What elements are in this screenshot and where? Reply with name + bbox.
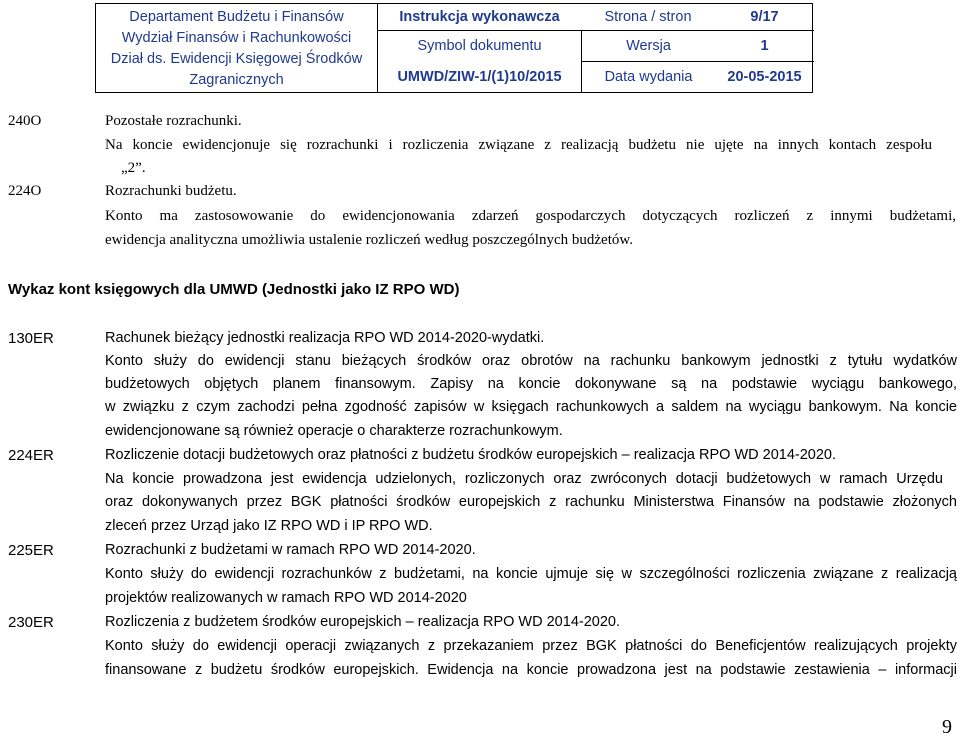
department-line-3: Dział ds. Ewidencji Księgowej Środków: [110, 50, 363, 67]
account-code: 224O: [8, 183, 42, 199]
account-description-line: Konto służy do ewidencji stanu bieżących środków oraz obrotów na rachunku bankowym jednostki z tytułu wydatków: [105, 353, 957, 369]
doc-type: Instrukcja wykonawcza: [399, 9, 560, 25]
account-description-line: budżetowych objętych planem finansowym. Zapisy na koncie dokonywane są na podstawie wyciągu bankowego,: [105, 376, 957, 392]
account-description-line: finansowane z budżetu środków europejskich. Ewidencja na koncie prowadzona jest na podstawie zestawienia – informacji: [105, 662, 957, 678]
account-description-line: Na koncie prowadzona jest ewidencja udzielonych, rozliczonych oraz zwróconych dotacji budżetowych w ramach Urzędu: [105, 471, 943, 487]
account-description-line: w związku z czym zachodzi pełna zgodność zapisów w księgach rachunkowych a saldem na wyciągu bankowym. Na koncie: [105, 399, 957, 415]
date-label: Data wydania: [581, 61, 715, 92]
symbol-label: Symbol dokumentu: [378, 30, 581, 61]
account-code: 230ER: [8, 614, 54, 631]
version-label: Wersja: [581, 30, 715, 61]
account-title: Rozliczenie dotacji budżetowych oraz płatności z budżetu środków europejskich – realizacja RPO WD 2014-2020.: [105, 447, 837, 463]
account-code: 225ER: [8, 542, 54, 559]
account-description-line: Na koncie ewidencjonuje się rozrachunki i rozliczenia związane z realizacją budżetu nie ujęte na innych kontach zespołu: [105, 137, 932, 153]
account-description-line: projektów realizowanych w ramach RPO WD 2014-2020: [105, 590, 467, 606]
page-label: Strona / stron: [604, 9, 692, 25]
department-line-2: Wydział Finansów i Rachunkowości: [121, 29, 352, 46]
account-description-line: zleceń przez Urząd jako IZ RPO WD i IP RPO WD.: [105, 518, 433, 534]
department-cell: [96, 4, 378, 92]
symbol-value: UMWD/ZIW-1/(1)10/2015: [397, 68, 562, 85]
account-title: Rozrachunki budżetu.: [105, 183, 237, 199]
date-value: 20-05-2015: [715, 61, 814, 92]
account-description-line: ewidencja analityczna umożliwia ustalenie rozliczeń według poszczególnych budżetów.: [105, 232, 633, 248]
account-code: 224ER: [8, 447, 54, 464]
account-description-line: Konto służy do ewidencji operacji związanych z przekazaniem przez BGK płatności do Beneficjentów realizujących projekty: [105, 638, 957, 654]
account-title: Rozrachunki z budżetami w ramach RPO WD 2014-2020.: [105, 542, 476, 558]
account-description-line: „2”.: [121, 160, 146, 176]
account-code: 130ER: [8, 330, 54, 347]
department-line-1: Departament Budżetu i Finansów: [129, 8, 344, 25]
account-description-line: Konto służy do ewidencji rozrachunków z budżetami, na koncie ujmuje się w szczególności rozliczenia związane z realizacją: [105, 566, 957, 582]
account-title: Rachunek bieżący jednostki realizacja RPO WD 2014-2020-wydatki.: [105, 330, 545, 346]
account-description-line: oraz dokonywanych przez BGK płatności środków europejskich z rachunku Ministerstwa Finansów na podstawie złożonych: [105, 494, 957, 510]
account-code: 240O: [8, 113, 42, 129]
page-number: 9: [942, 716, 952, 738]
page-value: 9/17: [750, 9, 779, 25]
account-description-line: Konto ma zastosowowanie do ewidencjonowania zdarzeń gospodarczych dotyczących rozliczeń z innymi budżetami,: [105, 208, 956, 224]
account-title: Pozostałe rozrachunki.: [105, 113, 242, 129]
account-description-line: ewidencjonowane są również operacje o charakterze rozrachunkowym.: [105, 423, 563, 439]
department-line-4: Zagranicznych: [189, 71, 284, 88]
section-title: Wykaz kont księgowych dla UMWD (Jednostki jako IZ RPO WD): [8, 281, 460, 298]
version-value: 1: [715, 30, 814, 61]
document-header: [95, 3, 813, 93]
account-title: Rozliczenia z budżetem środków europejskich – realizacja RPO WD 2014-2020.: [105, 614, 620, 630]
